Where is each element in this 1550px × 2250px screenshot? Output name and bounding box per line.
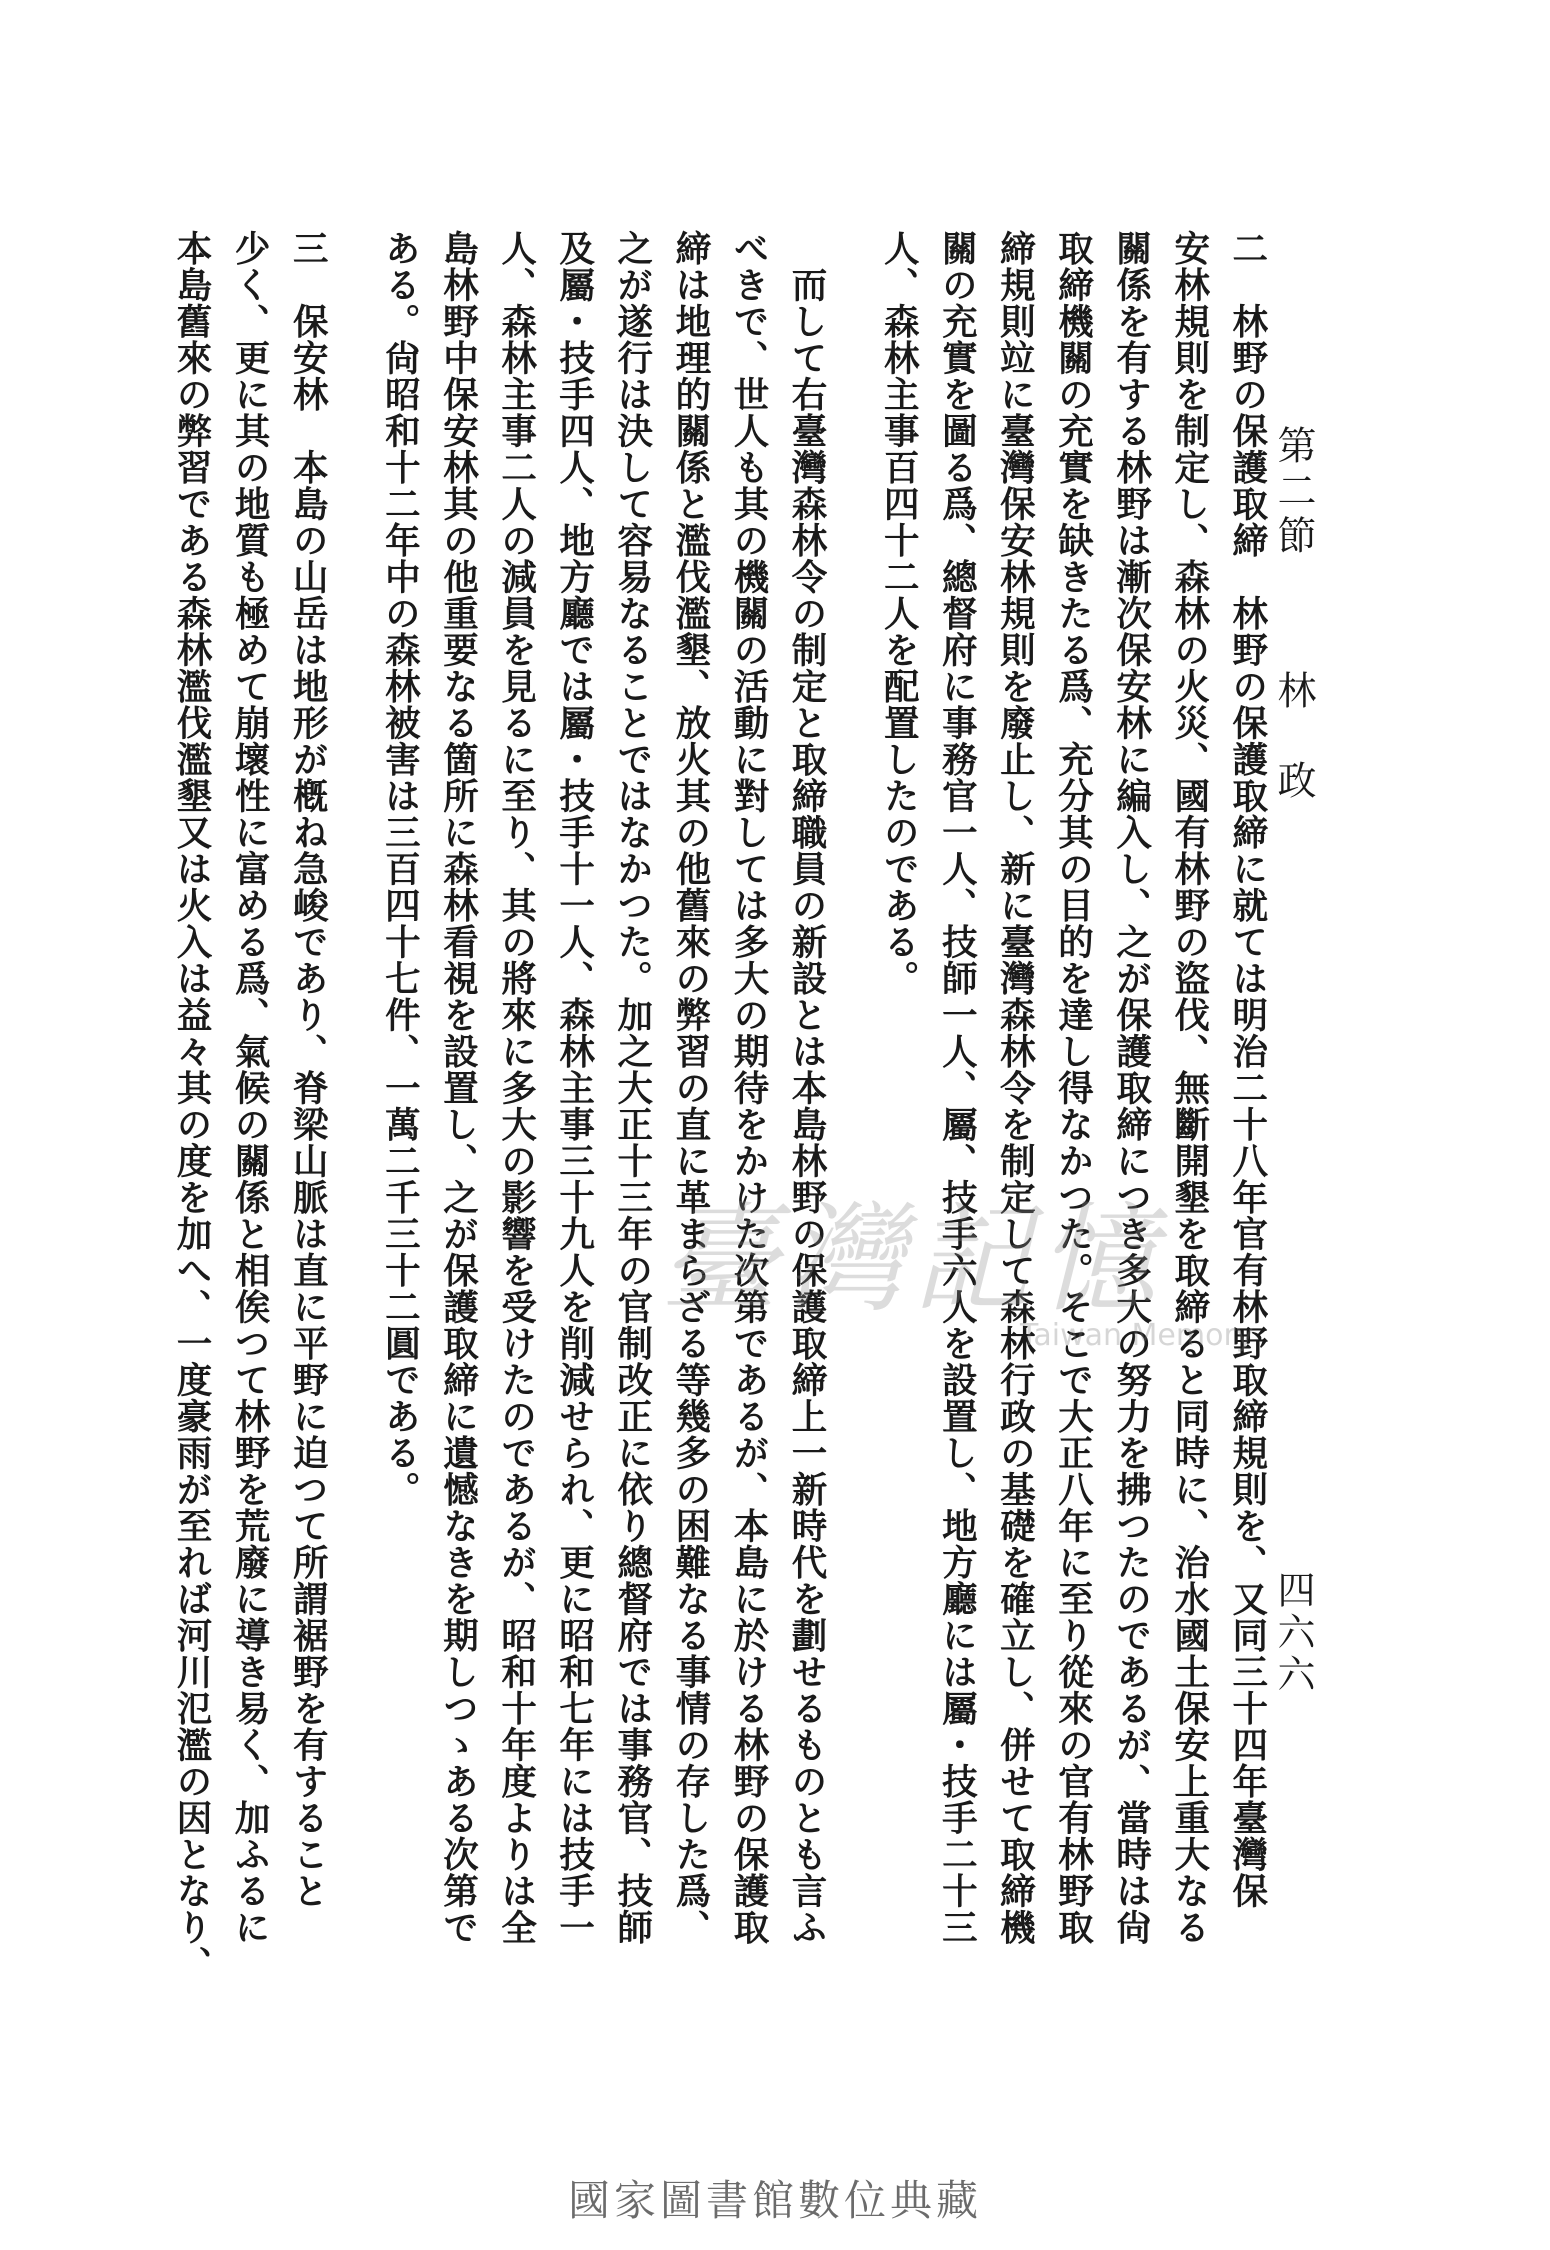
text-column [722, 230, 769, 2050]
column-text: べきで、世人も其の機關の活動に對しては多大の期待をかけた次第であるが、本島に於ける林野の保護取 [727, 230, 769, 1946]
chapter-subject: 林 政 [1271, 670, 1316, 805]
text-column [930, 230, 978, 2050]
text-column [223, 230, 271, 2050]
column-text: 締は地理的關係と濫伐濫墾、放火其の他舊來の弊習の直に革まらざる等幾多の困難なる事情の存した爲、 [669, 230, 711, 1946]
column-text: 及屬・技手四人、地方廳では屬・技手十一人、森林主事三十九人を削減せられ、更に昭和七年には技手一 [553, 230, 595, 1946]
text-column [606, 230, 653, 2050]
text-column [373, 230, 421, 2050]
text-column [872, 230, 920, 2050]
body-text [165, 230, 1268, 2050]
column-text: 而して右臺灣森林令の制定と取締職員の新設とは本島林野の保護取締上一新時代を劃せるものとも言ふ [786, 230, 828, 1946]
text-column [281, 230, 329, 2050]
column-text: ある。尙昭和十二年中の森林被害は三百四十七件、一萬二千三十二圓である。 [379, 230, 421, 1508]
column-text: 人、森林主事二人の減員を見るに至り、其の將來に多大の影響を受けたのであるが、昭和十年度よりは全 [495, 230, 537, 1946]
column-text: 之が遂行は決して容易なることではなかつた。加之大正十三年の官制改正に依り總督府では事務官、技師 [611, 230, 653, 1946]
text-column [1105, 230, 1152, 2050]
paragraph-gap [339, 230, 359, 2050]
taiwan-memory-watermark [640, 1180, 1280, 1370]
column-text: 安林規則を制定し、森林の火災、國有林野の盜伐、無斷開墾を取締ると同時に、治水國土保安上重大なる [1168, 230, 1210, 1946]
section-heading: 第二節 [1271, 425, 1316, 560]
text-column [664, 230, 711, 2050]
column-text: 人、森林主事百四十二人を配置したのである。 [878, 230, 920, 997]
column-text: 林野の保護取締に就ては明治二十八年官有林野取締規則を、又同三十四年臺灣保 [1226, 558, 1268, 1909]
text-column [490, 230, 537, 2050]
text-column [431, 230, 479, 2050]
subsection-heading: 三 保安林 [287, 230, 329, 413]
text-column [165, 230, 212, 2050]
column-text: 少く、更に其の地質も極めて崩壞性に富める爲、氣候の關係と相俟つて林野を荒廢に導き易く、加ふるに [229, 230, 271, 1946]
subsection-heading: 二 林野の保護取締 [1226, 230, 1268, 559]
text-column [988, 230, 1036, 2050]
text-column [1047, 230, 1094, 2050]
column-text: 取締機關の充實を缺きたる爲、充分其の目的を達し得なかつた。そこで大正八年に至り從來の官有林野取 [1052, 230, 1094, 1946]
column-text: 本島舊來の弊習である森林濫伐濫墾又は火入は益々其の度を加へ、一度豪雨が至れば河川氾濫の因となり、 [171, 230, 212, 1982]
column-text: 島林野中保安林其の他重要なる箇所に森林看視を設置し、之が保護取締に遺憾なきを期しつゝある次第で [437, 230, 479, 1946]
text-column [780, 230, 828, 2050]
text-column [1163, 230, 1210, 2050]
page-number: 四六六 [1271, 1570, 1315, 1696]
watermark-title: 臺灣記憶 [660, 1190, 1165, 1328]
paragraph-gap [838, 230, 858, 2050]
watermark-subtitle: Taiwan Memory [1020, 1318, 1254, 1353]
text-column [1221, 230, 1268, 2050]
text-column [548, 230, 595, 2050]
column-text: 本島の山岳は地形が槪ね急峻であり、脊梁山脈は直に平野に迫つて所謂裾野を有すること [287, 412, 329, 1909]
digital-archive-footer: 國家圖書館數位典藏 [567, 2176, 982, 2225]
column-text: 關の充實を圖る爲、總督府に事務官一人、技師一人、屬、技手六人を設置し、地方廳には屬・技手二十三 [936, 230, 978, 1946]
column-text: 締規則竝に臺灣保安林規則を廢止し、新に臺灣森林令を制定して森林行政の基礎を確立し、併せて取締機 [994, 230, 1036, 1946]
column-text: 關係を有する林野は漸次保安林に編入し、之が保護取締につき多大の努力を拂つたのであるが、當時は尙 [1110, 230, 1152, 1946]
